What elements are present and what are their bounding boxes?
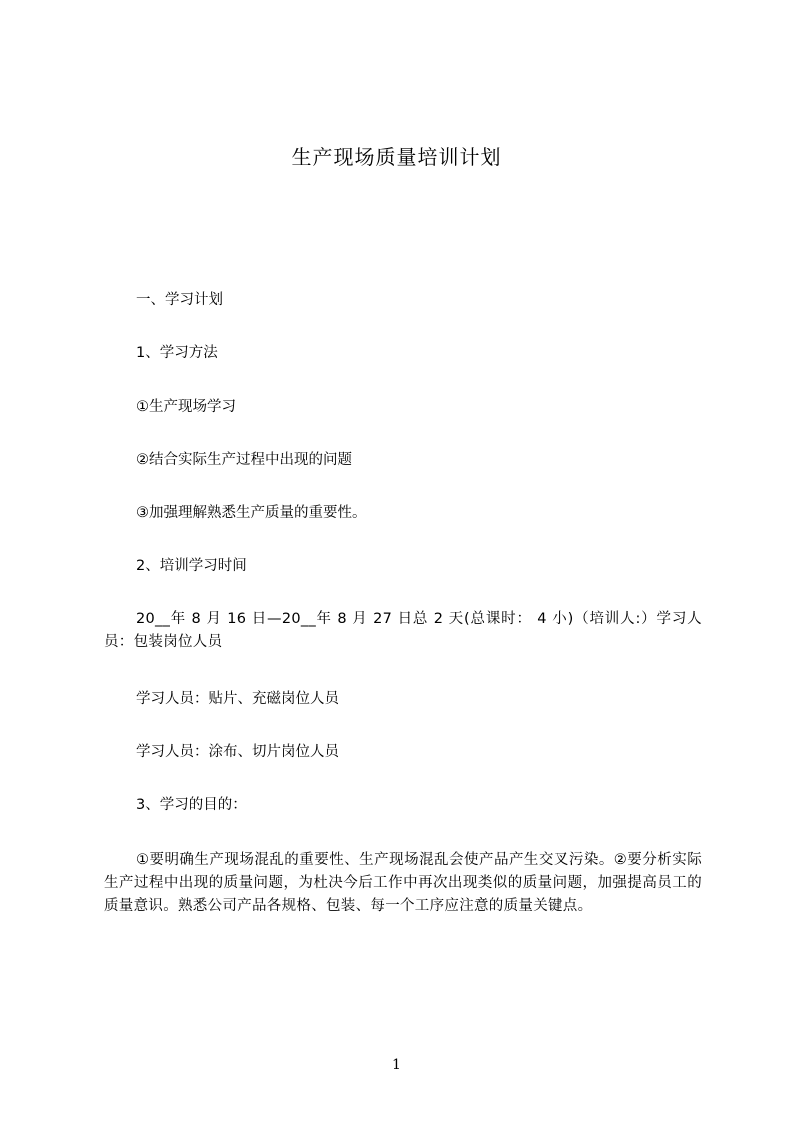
page-number: 1 [392,1057,401,1073]
purpose-paragraph: ①要明确生产现场混乱的重要性、生产现场混乱会使产品产生交叉污染。②要分析实际生产过程中出现的质量问题，为杜决今后工作中再次出现类似的质量问题，加强提高员工的质量意识。熟悉公司产品各规格、包装、每一个工序应注意的质量关键点。 [104,852,702,914]
section-heading-study-plan: 一、学习计划 [136,292,223,308]
schedule-paragraph: 20__年 8 月 16 日—20__年 8 月 27 日总 2 天(总课时： 4 小)（培训人:）学习人员：包装岗位人员 [104,611,702,650]
learners-coating-cutting: 学习人员：涂布、切片岗位人员 [136,744,339,760]
learners-smt-magnetizing: 学习人员：贴片、充磁岗位人员 [136,691,339,707]
document-title: 生产现场质量培训计划 [291,145,502,169]
item-heading-training-time: 2、培训学习时间 [136,558,247,574]
method-quality-importance: ③加强理解熟悉生产质量的重要性。 [136,505,367,521]
method-real-problems: ②结合实际生产过程中出现的问题 [136,452,352,468]
item-heading-study-methods: 1、学习方法 [136,345,218,361]
item-heading-study-purpose: 3、学习的目的： [136,797,247,813]
method-onsite-learning: ①生产现场学习 [136,399,236,415]
